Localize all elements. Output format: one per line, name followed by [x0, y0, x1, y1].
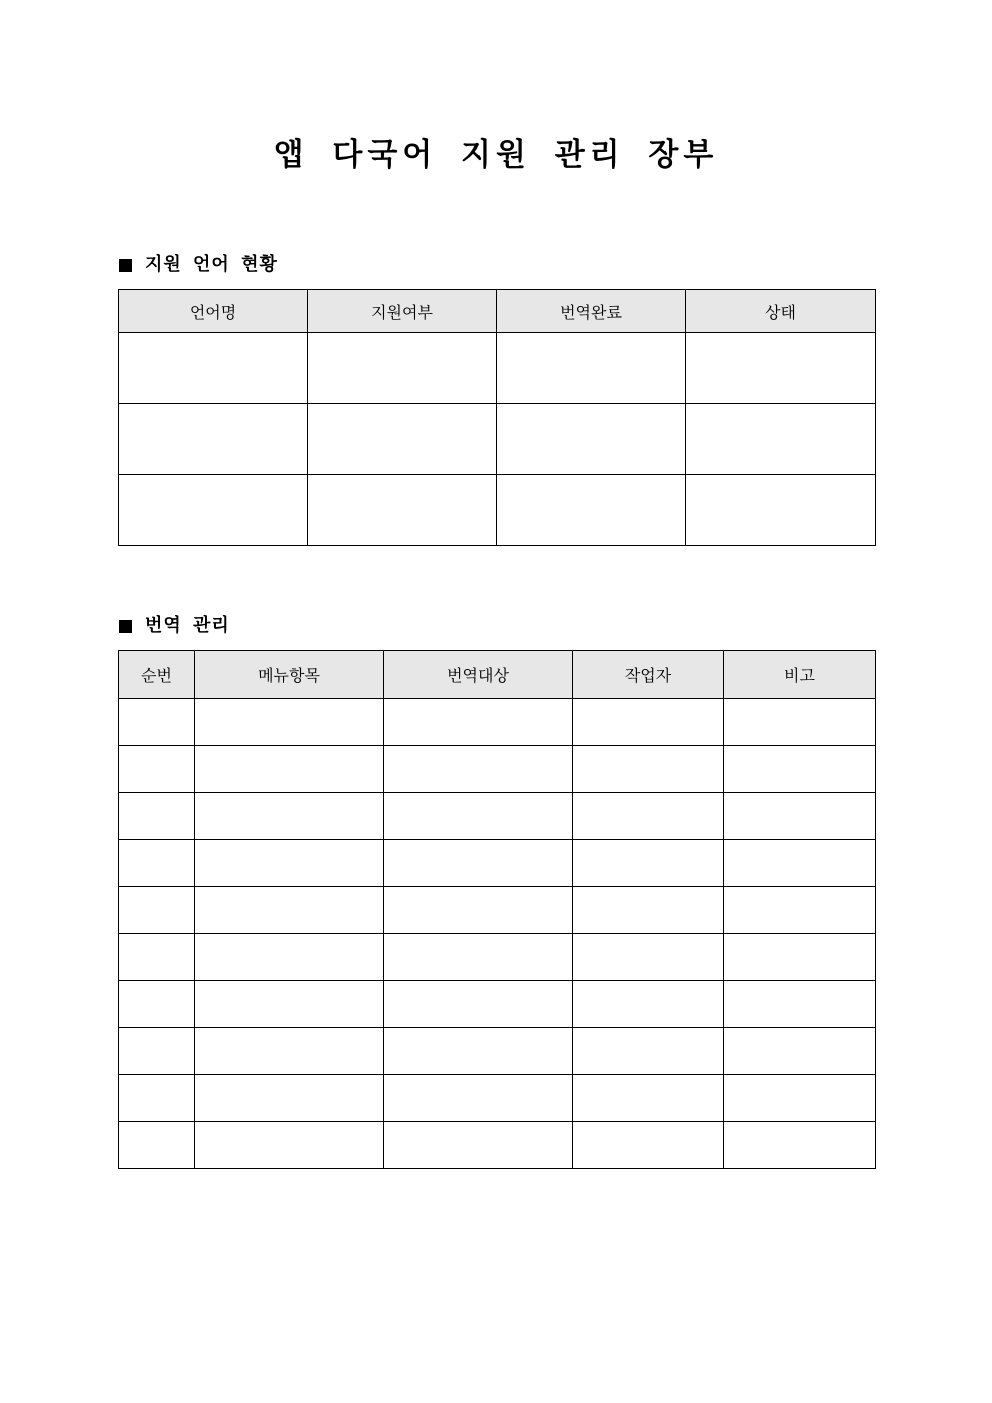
table-cell[interactable]	[686, 404, 876, 475]
table-cell[interactable]	[497, 475, 686, 546]
table-cell[interactable]	[384, 793, 573, 840]
table-cell[interactable]	[724, 840, 876, 887]
table-cell[interactable]	[384, 1075, 573, 1122]
table-cell[interactable]	[573, 699, 724, 746]
table-cell[interactable]	[119, 475, 308, 546]
table-cell[interactable]	[119, 934, 195, 981]
table-cell[interactable]	[724, 793, 876, 840]
table-cell[interactable]	[308, 404, 497, 475]
table-row	[119, 1122, 876, 1169]
table-cell[interactable]	[573, 1028, 724, 1075]
table-cell[interactable]	[119, 981, 195, 1028]
square-bullet-icon	[119, 259, 132, 272]
table-cell[interactable]	[119, 793, 195, 840]
table-cell[interactable]	[119, 840, 195, 887]
column-header-worker: 작업자	[573, 651, 724, 699]
table-cell[interactable]	[686, 333, 876, 404]
table-header-row	[119, 290, 876, 333]
column-header-remarks: 비고	[724, 651, 876, 699]
table-row	[119, 699, 876, 746]
table-cell[interactable]	[308, 333, 497, 404]
table-cell[interactable]	[384, 1028, 573, 1075]
table-cell[interactable]	[119, 887, 195, 934]
table-cell[interactable]	[195, 1028, 384, 1075]
supported-languages-table	[118, 289, 876, 546]
section-heading-label: 번역 관리	[145, 615, 230, 636]
table-cell[interactable]	[573, 746, 724, 793]
table-cell[interactable]	[119, 1075, 195, 1122]
table-cell[interactable]	[573, 840, 724, 887]
table-cell[interactable]	[724, 1122, 876, 1169]
supported-languages-body	[119, 333, 876, 546]
table-cell[interactable]	[195, 699, 384, 746]
translation-management-body	[119, 699, 876, 1169]
column-header-number: 순번	[119, 651, 195, 699]
table-cell[interactable]	[384, 981, 573, 1028]
table-cell[interactable]	[119, 1028, 195, 1075]
column-header-supported: 지원여부	[308, 290, 497, 333]
section-heading-translation-management	[119, 614, 230, 638]
table-row	[119, 404, 876, 475]
table-cell[interactable]	[384, 934, 573, 981]
table-cell[interactable]	[724, 981, 876, 1028]
table-cell[interactable]	[119, 699, 195, 746]
table-cell[interactable]	[724, 1075, 876, 1122]
table-cell[interactable]	[384, 699, 573, 746]
table-cell[interactable]	[573, 1075, 724, 1122]
translation-management-table	[118, 650, 876, 1169]
table-row	[119, 746, 876, 793]
table-cell[interactable]	[119, 1122, 195, 1169]
table-row	[119, 981, 876, 1028]
section-heading-label: 지원 언어 현황	[145, 254, 278, 275]
table-cell[interactable]	[308, 475, 497, 546]
table-cell[interactable]	[724, 887, 876, 934]
table-cell[interactable]	[724, 746, 876, 793]
table-cell[interactable]	[497, 404, 686, 475]
table-cell[interactable]	[195, 793, 384, 840]
table-cell[interactable]	[573, 887, 724, 934]
table-cell[interactable]	[119, 746, 195, 793]
table-row	[119, 887, 876, 934]
table-row	[119, 1028, 876, 1075]
table-cell[interactable]	[573, 934, 724, 981]
table-cell[interactable]	[195, 934, 384, 981]
table-header-row	[119, 651, 876, 699]
table-cell[interactable]	[724, 1028, 876, 1075]
table-cell[interactable]	[195, 1075, 384, 1122]
table-cell[interactable]	[195, 1122, 384, 1169]
table-cell[interactable]	[724, 699, 876, 746]
table-row	[119, 475, 876, 546]
table-cell[interactable]	[384, 746, 573, 793]
column-header-menu-item: 메뉴항목	[195, 651, 384, 699]
table-row	[119, 333, 876, 404]
document-title: 앱 다국어 지원 관리 장부	[273, 137, 719, 173]
column-header-status: 상태	[686, 290, 876, 333]
section-heading-supported-languages	[119, 253, 278, 277]
column-header-translation-done: 번역완료	[497, 290, 686, 333]
table-cell[interactable]	[195, 887, 384, 934]
table-cell[interactable]	[573, 1122, 724, 1169]
table-row	[119, 840, 876, 887]
table-row	[119, 793, 876, 840]
square-bullet-icon	[119, 620, 132, 633]
column-header-language-name: 언어명	[119, 290, 308, 333]
table-cell[interactable]	[384, 1122, 573, 1169]
table-cell[interactable]	[686, 475, 876, 546]
table-cell[interactable]	[119, 404, 308, 475]
table-row	[119, 934, 876, 981]
table-cell[interactable]	[497, 333, 686, 404]
table-cell[interactable]	[573, 793, 724, 840]
table-cell[interactable]	[119, 333, 308, 404]
column-header-translation-target: 번역대상	[384, 651, 573, 699]
table-cell[interactable]	[384, 840, 573, 887]
table-cell[interactable]	[195, 981, 384, 1028]
table-cell[interactable]	[573, 981, 724, 1028]
table-cell[interactable]	[195, 840, 384, 887]
table-cell[interactable]	[384, 887, 573, 934]
table-row	[119, 1075, 876, 1122]
table-cell[interactable]	[195, 746, 384, 793]
table-cell[interactable]	[724, 934, 876, 981]
